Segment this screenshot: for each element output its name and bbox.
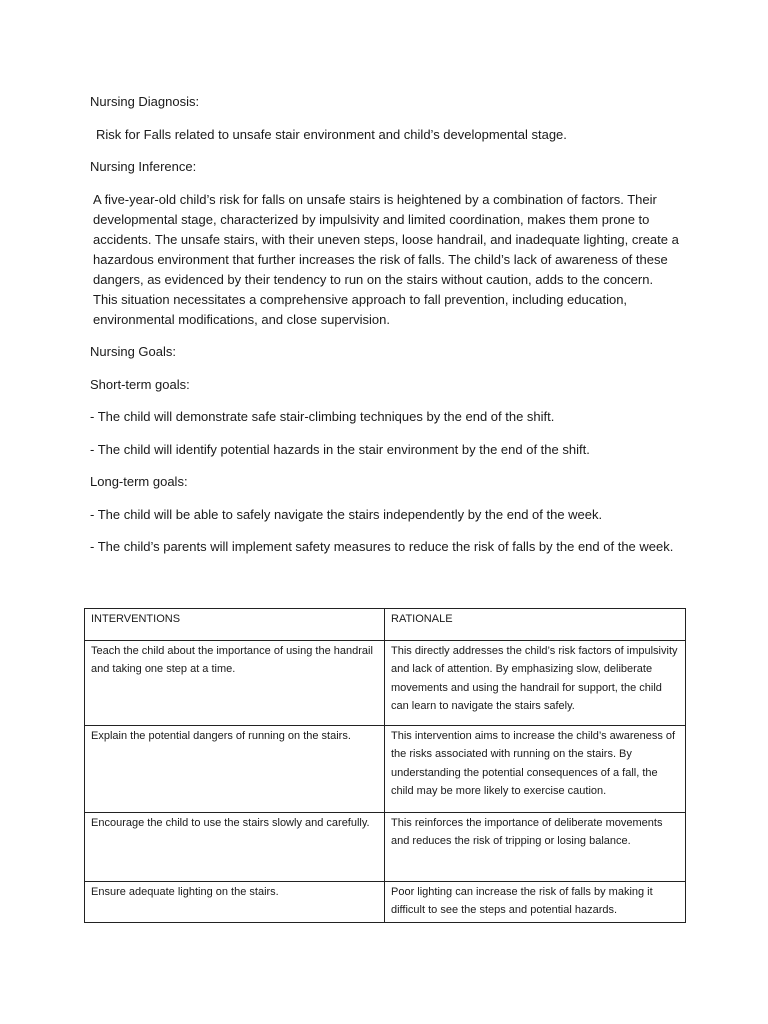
intervention-cell: Teach the child about the importance of using the handrail and taking one step at a time. (85, 641, 385, 726)
table-row (85, 813, 686, 882)
long-term-heading: Long-term goals: (90, 474, 188, 489)
intervention-cell: Explain the potential dangers of running on the stairs. (85, 726, 385, 813)
short-term-heading: Short-term goals: (90, 376, 190, 392)
intervention-cell: Ensure adequate lighting on the stairs. (85, 882, 385, 923)
care-plan-text (90, 92, 680, 570)
inference-heading: Nursing Inference: (90, 159, 197, 174)
rationale-cell: This intervention aims to increase the child’s awareness of the risks associated with running on the stairs. By understanding the potential consequences of a fall, the child may be more likely to exercise caution. (385, 726, 686, 813)
header-rationale: RATIONALE (385, 609, 686, 641)
table-row (85, 726, 686, 813)
long-term-goal-2: - The child’s parents will implement safety measures to reduce the risk of falls by the end of the week. (90, 539, 674, 554)
inference-text: A five-year-old child’s risk for falls on unsafe stairs is heightened by a combination of factors. Their developmental stage, characterized by impulsivity and limited coordination, makes them prone to accidents. The unsafe stairs, with their uneven steps, loose handrail, and inadequate lighting, create a hazardous environment that further increases the risk of falls. The child’s lack of awareness of these dangers, as evidenced by their tendency to run on the stairs without caution, adds to the concern. This situation necessitates a comprehensive approach to fall prevention, including education, environmental modifications, and close supervision. (93, 191, 679, 327)
table-row (85, 882, 686, 923)
table-header-row (85, 609, 686, 641)
intervention-cell: Encourage the child to use the stairs slowly and carefully. (85, 813, 385, 882)
long-term-goal-1: - The child will be able to safely navigate the stairs independently by the end of the week. (90, 506, 603, 522)
rationale-cell: Poor lighting can increase the risk of falls by making it difficult to see the steps and potential hazards. (385, 882, 686, 923)
short-term-goal-1: - The child will demonstrate safe stair-climbing techniques by the end of the shift. (90, 409, 555, 424)
goals-heading: Nursing Goals: (90, 344, 176, 359)
rationale-cell: This directly addresses the child’s risk factors of impulsivity and lack of attention. By emphasizing slow, deliberate movements and using the handrail for support, the child can learn to navigate the stairs safely. (385, 641, 686, 726)
rationale-cell: This reinforces the importance of deliberate movements and reduces the risk of tripping or losing balance. (385, 813, 686, 882)
interventions-table-wrap (84, 608, 685, 923)
header-interventions: INTERVENTIONS (85, 609, 385, 641)
diagnosis-text: Risk for Falls related to unsafe stair environment and child’s developmental stage. (96, 126, 567, 142)
table-row (85, 641, 686, 726)
interventions-table (84, 608, 686, 923)
diagnosis-heading: Nursing Diagnosis: (90, 94, 200, 109)
short-term-goal-2: - The child will identify potential hazards in the stair environment by the end of the shift. (90, 441, 590, 457)
